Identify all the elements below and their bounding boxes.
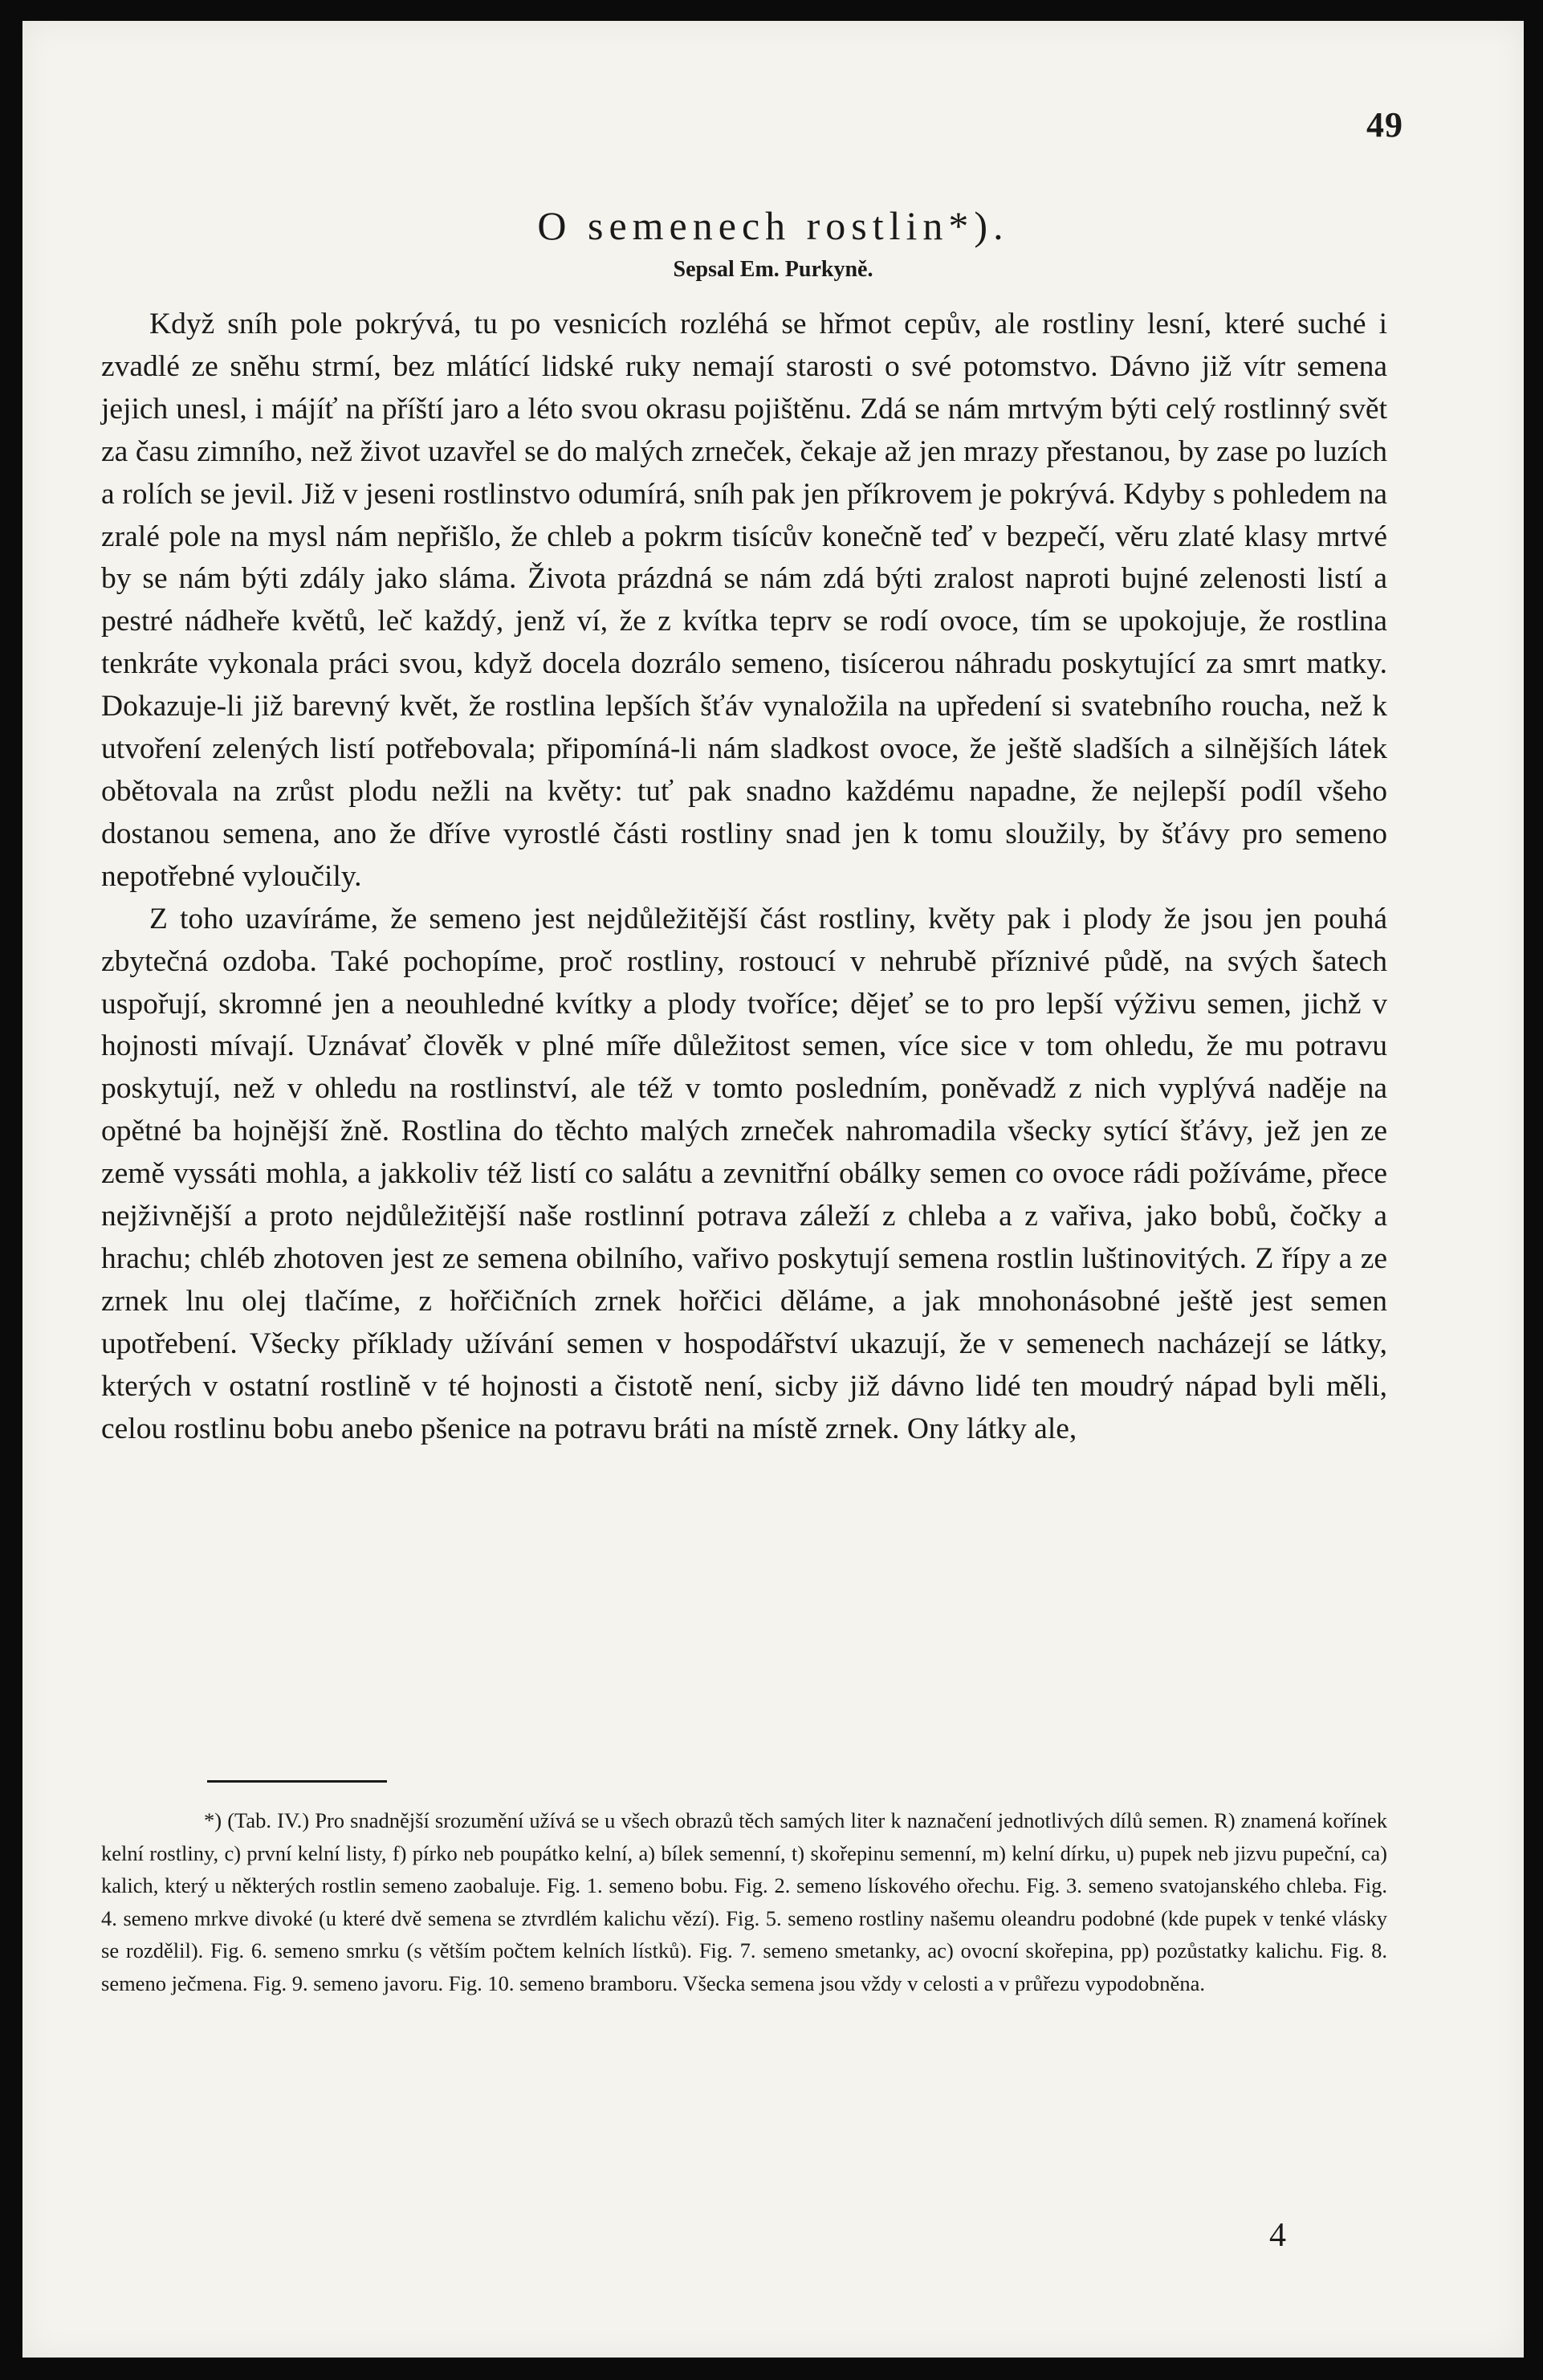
article-title: O semenech rostlin*). <box>537 203 1009 248</box>
body-paragraph: Z toho uzavíráme, že semeno jest nejdůležitější část rostliny, květy pak i plody že jsou jen pouhá zbytečná ozdoba. Také pochopíme, proč rostliny, rostoucí v nehrubě příznivé půdě, na svých šatech uspořují, skromné jen a neouhledné kvítky a plody tvoříce; dějeť se to pro lepší výživu semen, jichž v hojnosti mívají. Uznávať člověk v plné míře důležitost semen, více sice v tom ohledu, že mu potravu poskytují, než v ohledu na rostlinství, ale též v tomto posledním, poněvadž z nich vyplývá naděje na opětné ba hojnější žně. Rostlina do těchto malých zrneček nahromadila všecky sytící šťávy, jež jen ze země vyssáti mohla, a jakkoliv též listí co salátu a zevnitřní obálky semen co ovoce rádi požíváme, přece nejživnější a proto nejdůležitější naše rostlinní potrava záleží z chleba a z vařiva, jako bobů, čočky a hrachu; chléb zhotoven jest ze semena obilního, vařivo poskytují semena rostlin luštinovitých. Z řípy a ze zrnek lnu olej tlačíme, z hořčičních zrnek hořčici děláme, a jak mnohonásobné ještě jest semen upotřebení. Všecky příklady užívání semen v hospodářství ukazují, že v semenech nacházejí se látky, kterých v ostatní rostlině v té hojnosti a čistotě není, sicby již dávno lidé ten moudrý nápad byli měli, celou rostlinu bobu anebo pšenice na potravu bráti na místě zrnek. Ony látky ale, <box>101 902 1387 1445</box>
page-number: 49 <box>1366 105 1403 145</box>
article-author: Sepsal Em. Purkyně. <box>673 257 873 282</box>
footnote-text: *) (Tab. IV.) Pro snadnější srozumění užívá se u všech obrazů těch samých liter k naznačení jednotlivých dílů semen. R) znamená kořínek kelní rostliny, c) první kelní listy, f) pírko neb poupátko kelní, a) bílek semenní, t) skořepinu semenní, m) kelní dírku, u) pupek neb jizvu pupeční, ca) kalich, který u některých rostlin semeno zaobaluje. Fig. 1. semeno bobu. Fig. 2. semeno lískového ořechu. Fig. 3. semeno svatojanského chleba. Fig. 4. semeno mrkve divoké (u které dvě semena se ztvrdlém kalichu vězí). Fig. 5. semeno rostliny našemu oleandru podobné (kde pupek v tenké vlásky se rozdělil). Fig. 6. semeno smrku (s větším počtem kelních lístků). Fig. 7. semeno smetanky, ac) ovocní skořepina, pp) pozůstatky kalichu. Fig. 8. semeno ječmena. Fig. 9. semeno javoru. Fig. 10. semeno bramboru. Všecka semena jsou vždy v celosti a v průřezu vypodobněna. <box>101 1808 1387 1995</box>
book-page <box>22 21 1524 2358</box>
footnote-divider <box>207 1780 387 1783</box>
article-body <box>101 304 1387 1450</box>
body-paragraph: Když sníh pole pokrývá, tu po vesnicích rozléhá se hřmot cepův, ale rostliny lesní, které suché i zvadlé ze sněhu strmí, bez mlátící lidské ruky nemají starosti o své potomstvo. Dávno již vítr semena jejich unesl, i májíť na příští jaro a léto svou okrasu pojištěnu. Zdá se nám mrtvým býti celý rostlinný svět za času zimního, než život uzavřel se do malých zrneček, čekaje až jen mrazy přestanou, by zase po luzích a rolích se jevil. Již v jeseni rostlinstvo odumírá, sníh pak jen příkrovem je pokrývá. Kdyby s pohledem na zralé pole na mysl nám nepřišlo, že chleb a pokrm tisícův konečně teď v bezpečí, věru zlaté klasy mrtvé by se nám býti zdály jako sláma. Života prázdná se nám zdá býti zralost naproti bujné zelenosti listí a pestré nádheře květů, leč každý, jenž ví, že z kvítka teprv se rodí ovoce, tím se upokojuje, že rostlina tenkráte vykonala práci svou, když docela dozrálo semeno, tisícerou náhradu poskytující za smrt matky. Dokazuje-li již barevný květ, že rostlina lepších šťáv vynaložila na upředení si svatebního roucha, než k utvoření zelených listí potřebovala; připomíná-li nám sladkost ovoce, že ještě sladších a silnějších látek obětovala na zrůst plodu nežli na květy: tuť pak snadno každému napadne, že nejlepší podíl všeho dostanou semena, ano že dříve vyrostlé části rostliny snad jen k tomu sloužily, by šťávy pro semeno nepotřebné vyloučily. <box>101 308 1387 893</box>
footnote <box>101 1804 1387 1999</box>
printer-signature-mark: 4 <box>1269 2217 1286 2254</box>
